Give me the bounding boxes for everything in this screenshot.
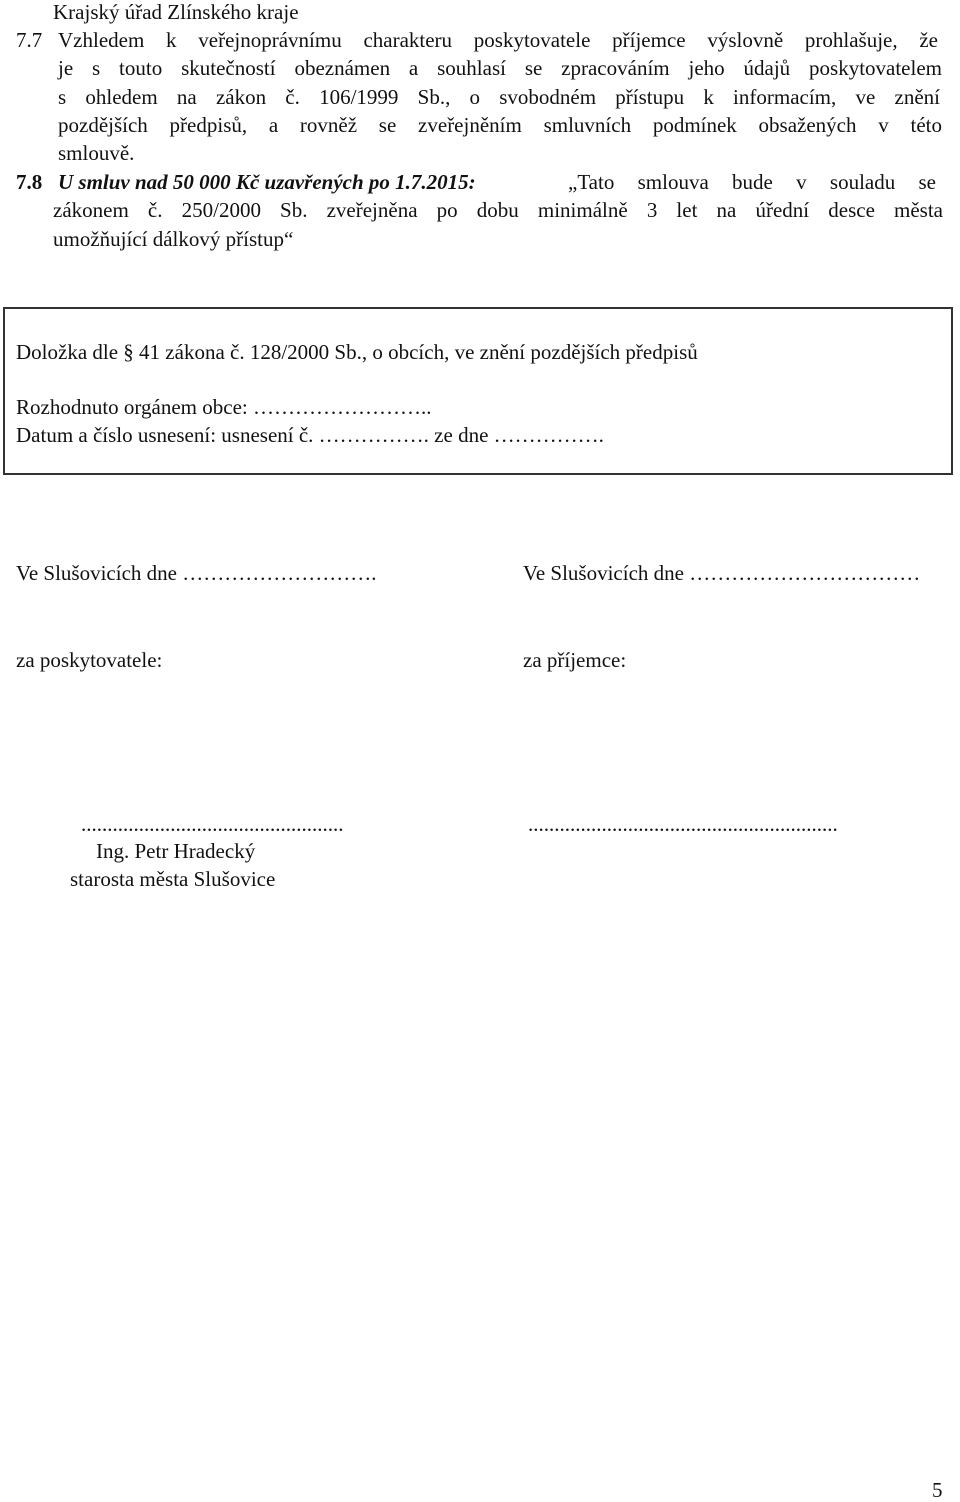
section-7-8-heading: U smluv nad 50 000 Kč uzavřených po 1.7.2015: <box>58 170 476 194</box>
left-role-label: za poskytovatele: <box>16 648 163 672</box>
section-7-8-line-3: umožňující dálkový přístup“ <box>53 227 294 251</box>
section-7-8-line-1-rest: „Tato smlouva bude v souladu se <box>568 170 936 194</box>
header-authority: Krajský úřad Zlínského kraje <box>53 0 299 24</box>
page-number: 5 <box>932 1478 943 1502</box>
left-place-date: Ve Slušovicích dne ………………………. <box>16 561 377 585</box>
section-7-7-line-3: s ohledem na zákon č. 106/1999 Sb., o svobodném přístupu k informacím, ve znění <box>58 85 940 109</box>
clause-title: Doložka dle § 41 zákona č. 128/2000 Sb., o obcích, ve znění pozdějších předpisů <box>16 340 698 364</box>
section-7-7-line-1: Vzhledem k veřejnoprávnímu charakteru poskytovatele příjemce výslovně prohlašuje, že <box>58 28 938 52</box>
section-7-7-line-5: smlouvě. <box>58 141 135 165</box>
approval-clause-box <box>3 307 953 475</box>
clause-resolution: Datum a číslo usnesení: usnesení č. ……………. ze dne ……………. <box>16 423 604 447</box>
signatory-name: Ing. Petr Hradecký <box>96 839 256 863</box>
section-7-8-number: 7.8 <box>16 170 43 194</box>
right-place-date: Ve Slušovicích dne …………………………… <box>523 561 921 585</box>
section-7-8-line-2: zákonem č. 250/2000 Sb. zveřejněna po dobu minimálně 3 let na úřední desce města <box>53 198 943 222</box>
right-role-label: za příjemce: <box>523 648 627 672</box>
section-7-7-line-4: pozdějších předpisů, a rovněž se zveřejněním smluvních podmínek obsažených v této <box>58 113 942 137</box>
left-signature-line: .................................................. <box>81 812 344 836</box>
section-7-7-line-2: je s touto skutečností obeznámen a souhlasí se zpracováním jeho údajů poskytovatelem <box>58 56 942 80</box>
clause-decided-by: Rozhodnuto orgánem obce: …………………….. <box>16 395 432 419</box>
section-7-7-number: 7.7 <box>16 28 43 52</box>
right-signature-line: ........................................................... <box>528 812 838 836</box>
signatory-title: starosta města Slušovice <box>70 867 276 891</box>
